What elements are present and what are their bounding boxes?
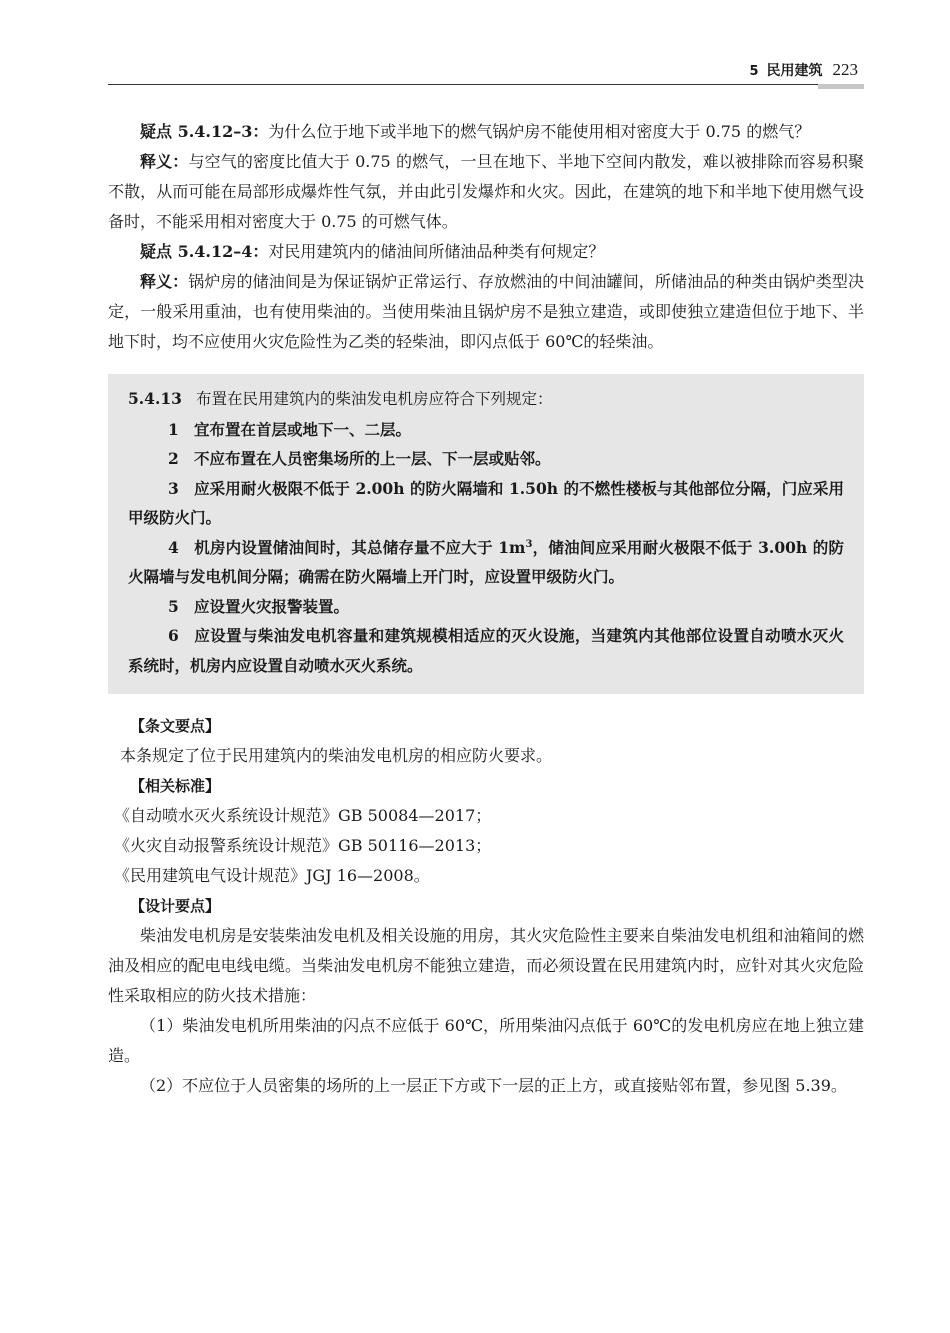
item-text: 应设置火灾报警装置。: [194, 596, 350, 616]
item-text: 应采用耐火极限不低于 2.00h 的防火隔墙和 1.50h 的不燃性楼板与其他部位分隔，门应采用甲级防火门。: [128, 478, 844, 527]
section-title-design: 【设计要点】: [130, 897, 221, 915]
clause-item-5: [128, 592, 844, 622]
section-title-standards: 【相关标准】: [130, 777, 221, 795]
item-number: 5: [168, 596, 179, 616]
clause-heading: [128, 384, 844, 415]
header-info: [749, 60, 858, 80]
question-5-4-12-3: [108, 117, 864, 147]
question-text: 为什么位于地下或半地下的燃气锅炉房不能使用相对密度大于 0.75 的燃气？: [268, 122, 811, 141]
clause-code: 5.4.13: [128, 389, 182, 408]
clause-box-5-4-13: [108, 374, 864, 694]
clause-item-6: [128, 621, 844, 680]
main-content: [108, 117, 864, 1101]
standard-item-1: 《自动喷水灭火系统设计规范》GB 50084—2017；: [114, 806, 492, 825]
question-label: 疑点 5.4.12–4：: [140, 242, 269, 261]
question-5-4-12-4: [108, 237, 864, 267]
item-text-part-b: ，储油间应采用耐火极限不低于 3.00h 的防火隔墙与发电机间分隔；确需在防火隔墙上开门时，应设置甲级防火门。: [128, 537, 844, 586]
page-number: 223: [832, 60, 858, 79]
clause-title: 布置在民用建筑内的柴油发电机房应符合下列规定：: [195, 390, 553, 408]
standard-item-3: 《民用建筑电气设计规范》JGJ 16—2008。: [114, 866, 430, 885]
section-title-key-points: 【条文要点】: [130, 717, 221, 735]
clause-item-2: [128, 444, 844, 474]
clause-item-4: [128, 533, 844, 592]
item-text: 应设置与柴油发电机容量和建筑规模相适应的灭火设施，当建筑内其他部位设置自动喷水灭火系统时，机房内应设置自动喷水灭火系统。: [128, 626, 844, 675]
answer-text: 与空气的密度比值大于 0.75 的燃气，一旦在地下、半地下空间内散发，难以被排除而容易积聚不散，从而可能在局部形成爆炸性气氛，并由此引发爆炸和火灾。因此，在建筑的地下和半地下使用燃气设备时，不能采用相对密度大于 0.75 的可燃气体。: [108, 152, 864, 231]
item-number: 3: [168, 478, 179, 498]
key-points-text: 本条规定了位于民用建筑内的柴油发电机房的相应防火要求。: [120, 746, 553, 765]
chapter-number: 5: [749, 64, 759, 79]
item-number: 1: [168, 419, 179, 439]
answer-label: 释义：: [140, 272, 189, 291]
item-text-part-a: 机房内设置储油间时，其总储存量不应大于 1m: [194, 537, 526, 557]
item-superscript: 3: [525, 538, 533, 550]
item-number: 6: [168, 626, 179, 645]
item-text: 宜布置在首层或地下一、二层。: [194, 419, 412, 439]
design-paragraph-3: （2）不应位于人员密集的场所的上一层正下方或下一层的正上方，或直接贴邻布置，参见图 5.39。: [140, 1076, 847, 1095]
answer-text: 锅炉房的储油间是为保证锅炉正常运行、存放燃油的中间油罐间，所储油品的种类由锅炉类型决定，一般采用重油，也有使用柴油的。当使用柴油且锅炉房不是独立建造，或即使独立建造但位于地下、半地下时，均不应使用火灾危险性为乙类的轻柴油，即闪点低于 60℃的轻柴油。: [108, 272, 864, 351]
answer-5-4-12-4: [108, 267, 864, 357]
design-paragraph-2: （1）柴油发电机所用柴油的闪点不应低于 60℃，所用柴油闪点低于 60℃的发电机房应在地上独立建造。: [108, 1016, 864, 1065]
clause-item-3: [128, 474, 844, 533]
item-number: 4: [168, 537, 179, 557]
running-header: [108, 56, 864, 85]
standard-item-2: 《火灾自动报警系统设计规范》GB 50116—2013；: [114, 836, 492, 855]
question-label: 疑点 5.4.12–3：: [140, 122, 269, 141]
header-decor-bar: [818, 84, 864, 89]
item-text: 不应布置在人员密集场所的上一层、下一层或贴邻。: [194, 449, 551, 468]
clause-item-1: [128, 415, 844, 445]
answer-5-4-12-3: [108, 147, 864, 237]
chapter-title: 民用建筑: [766, 63, 823, 79]
design-paragraph-1: 柴油发电机房是安装柴油发电机及相关设施的用房，其火灾危险性主要来自柴油发电机组和油箱间的燃油及相应的配电电线电缆。当柴油发电机房不能独立建造，而必须设置在民用建筑内时，应针对其火灾危险性采取相应的防火技术措施：: [108, 926, 864, 1005]
question-text: 对民用建筑内的储油间所储油品种类有何规定？: [268, 242, 605, 261]
item-number: 2: [168, 449, 179, 468]
answer-label: 释义：: [140, 152, 189, 171]
